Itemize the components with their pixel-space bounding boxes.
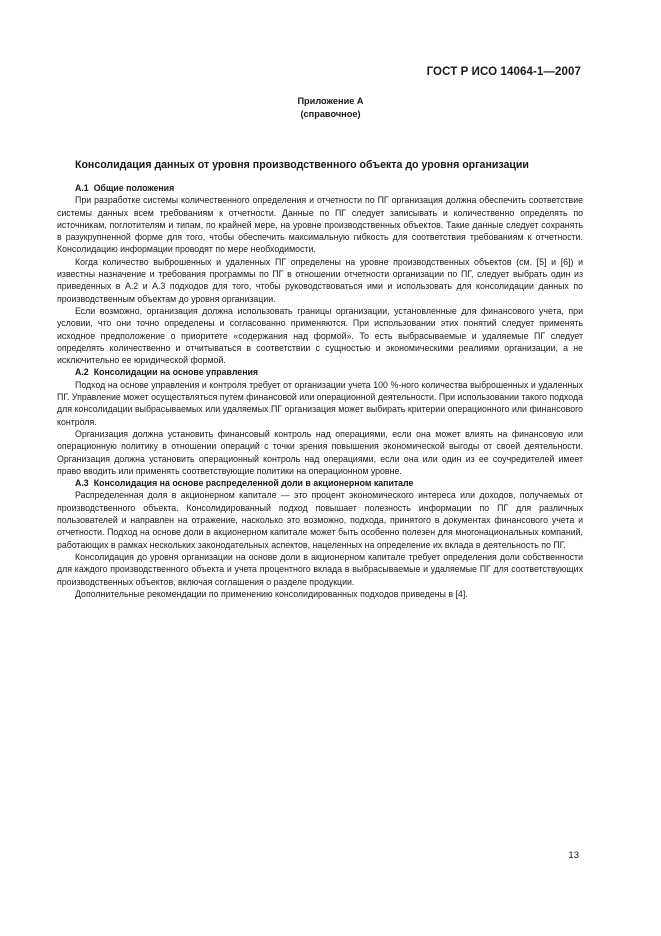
section-heading-a2: [57, 366, 583, 378]
section-heading-a3: [57, 477, 583, 489]
paragraph: Дополнительные рекомендации по применению консолидированных подходов приведены в [4].: [75, 588, 468, 599]
page-number: 13: [568, 850, 579, 861]
paragraph: При разработке системы количественного определения и отчетности по ПГ организация должна обеспечить соответствие системы данных всем требованиям к отчетности. Данные по ПГ следует записывать и количественно определять по источникам, поглотителям и типам, по крайней мере, на уровне производственных объектов. Такие данные следует сохранять в разукрупненной форме для того, чтобы обеспечить максимальную гибкость для соответствия требованиям к отчетности. Консолидацию информации проводят по мере необходимости.: [57, 195, 583, 255]
document-body: [57, 182, 583, 600]
annex-title: Консолидация данных от уровня производственного объекта до уровня организации: [75, 159, 529, 171]
section-title: Консолидация на основе распределенной доли в акционерном капитале: [93, 478, 414, 489]
section-number: А.3: [75, 478, 89, 489]
paragraph: Консолидация до уровня организации на основе доли в акционерном капитале требует определения доли собственности для каждого производственного объекта и учета процентного вклада в выбрасываемые и удаляемые ПГ для соответствующих производственных объектов, включая соглашения о разделе продукции.: [57, 551, 583, 587]
paragraph: Если возможно, организация должна использовать границы организации, установленные для финансового учета, при условии, что они точно определены и согласованно применяются. При использовании этих понятий следует применять исходное предположение о приоритете «содержания над формой». То есть выбрасываемые и удаляемые ПГ следует определять количественно и отчитываться в соответствии с сущностью и экономическими реалиями организации, а не исключительно ее юридической формой.: [57, 305, 583, 366]
section-number: А.1: [75, 183, 89, 193]
section-title: Общие положения: [93, 183, 175, 193]
paragraph: Когда количество выброшенных и удаленных ПГ определены на уровне производственных объектов (см. [5] и [6]) и известны назначение и требования программы по ПГ в отношении отчетности организации по ПГ, следует выбрать один из приведенных в А.2 и А.3 подходов для того, чтобы руководствоваться ими и использовать для консолидации данных по производственным объектам до уровня организации.: [57, 256, 583, 304]
paragraph: Подход на основе управления и контроля требует от организации учета 100 %-ного количества выброшенных и удаленных ПГ. Управление может осуществляться путем финансовой или операционной деятельности. При использовании такого подхода для консолидации выбрасываемых или удаляемых ПГ организация может выбирать критерии операционного или финансового контроля.: [57, 379, 583, 427]
standard-code: ГОСТ Р ИСО 14064-1—2007: [426, 66, 581, 78]
section-title: Консолидации на основе управления: [93, 367, 259, 378]
section-heading-a1: [57, 182, 583, 194]
section-number: А.2: [75, 367, 89, 378]
annex-type: (справочное): [300, 109, 361, 119]
annex-label: Приложение А: [297, 96, 364, 106]
paragraph: Распределенная доля в акционерном капитале — это процент экономического интереса или доходов, получаемых от производственного объекта. Консолидированный подход повышает полезность информации по ПГ для различных пользователей и направлен на отражение, насколько это возможно, подхода, принятого в документах финансового учета и отчетности. Подход на основе доли в акционерном капитале может быть особенно полезен для многонациональных компаний, работающих в рамках нескольких законодательных аспектов, нацеленных на определение их вклада в деятельность по ПГ.: [57, 490, 583, 550]
annex-header: [0, 95, 661, 121]
paragraph: Организация должна установить финансовый контроль над операциями, если она может влиять на финансовую или операционную политику в отношении операций с точки зрения повышения экономической выгоды от своей деятельности. Организация должна установить операционный контроль над операциями, если она или один из ее соучредителей имеет право вводить или применять соответствующие политики на операционном уровне.: [57, 428, 583, 476]
